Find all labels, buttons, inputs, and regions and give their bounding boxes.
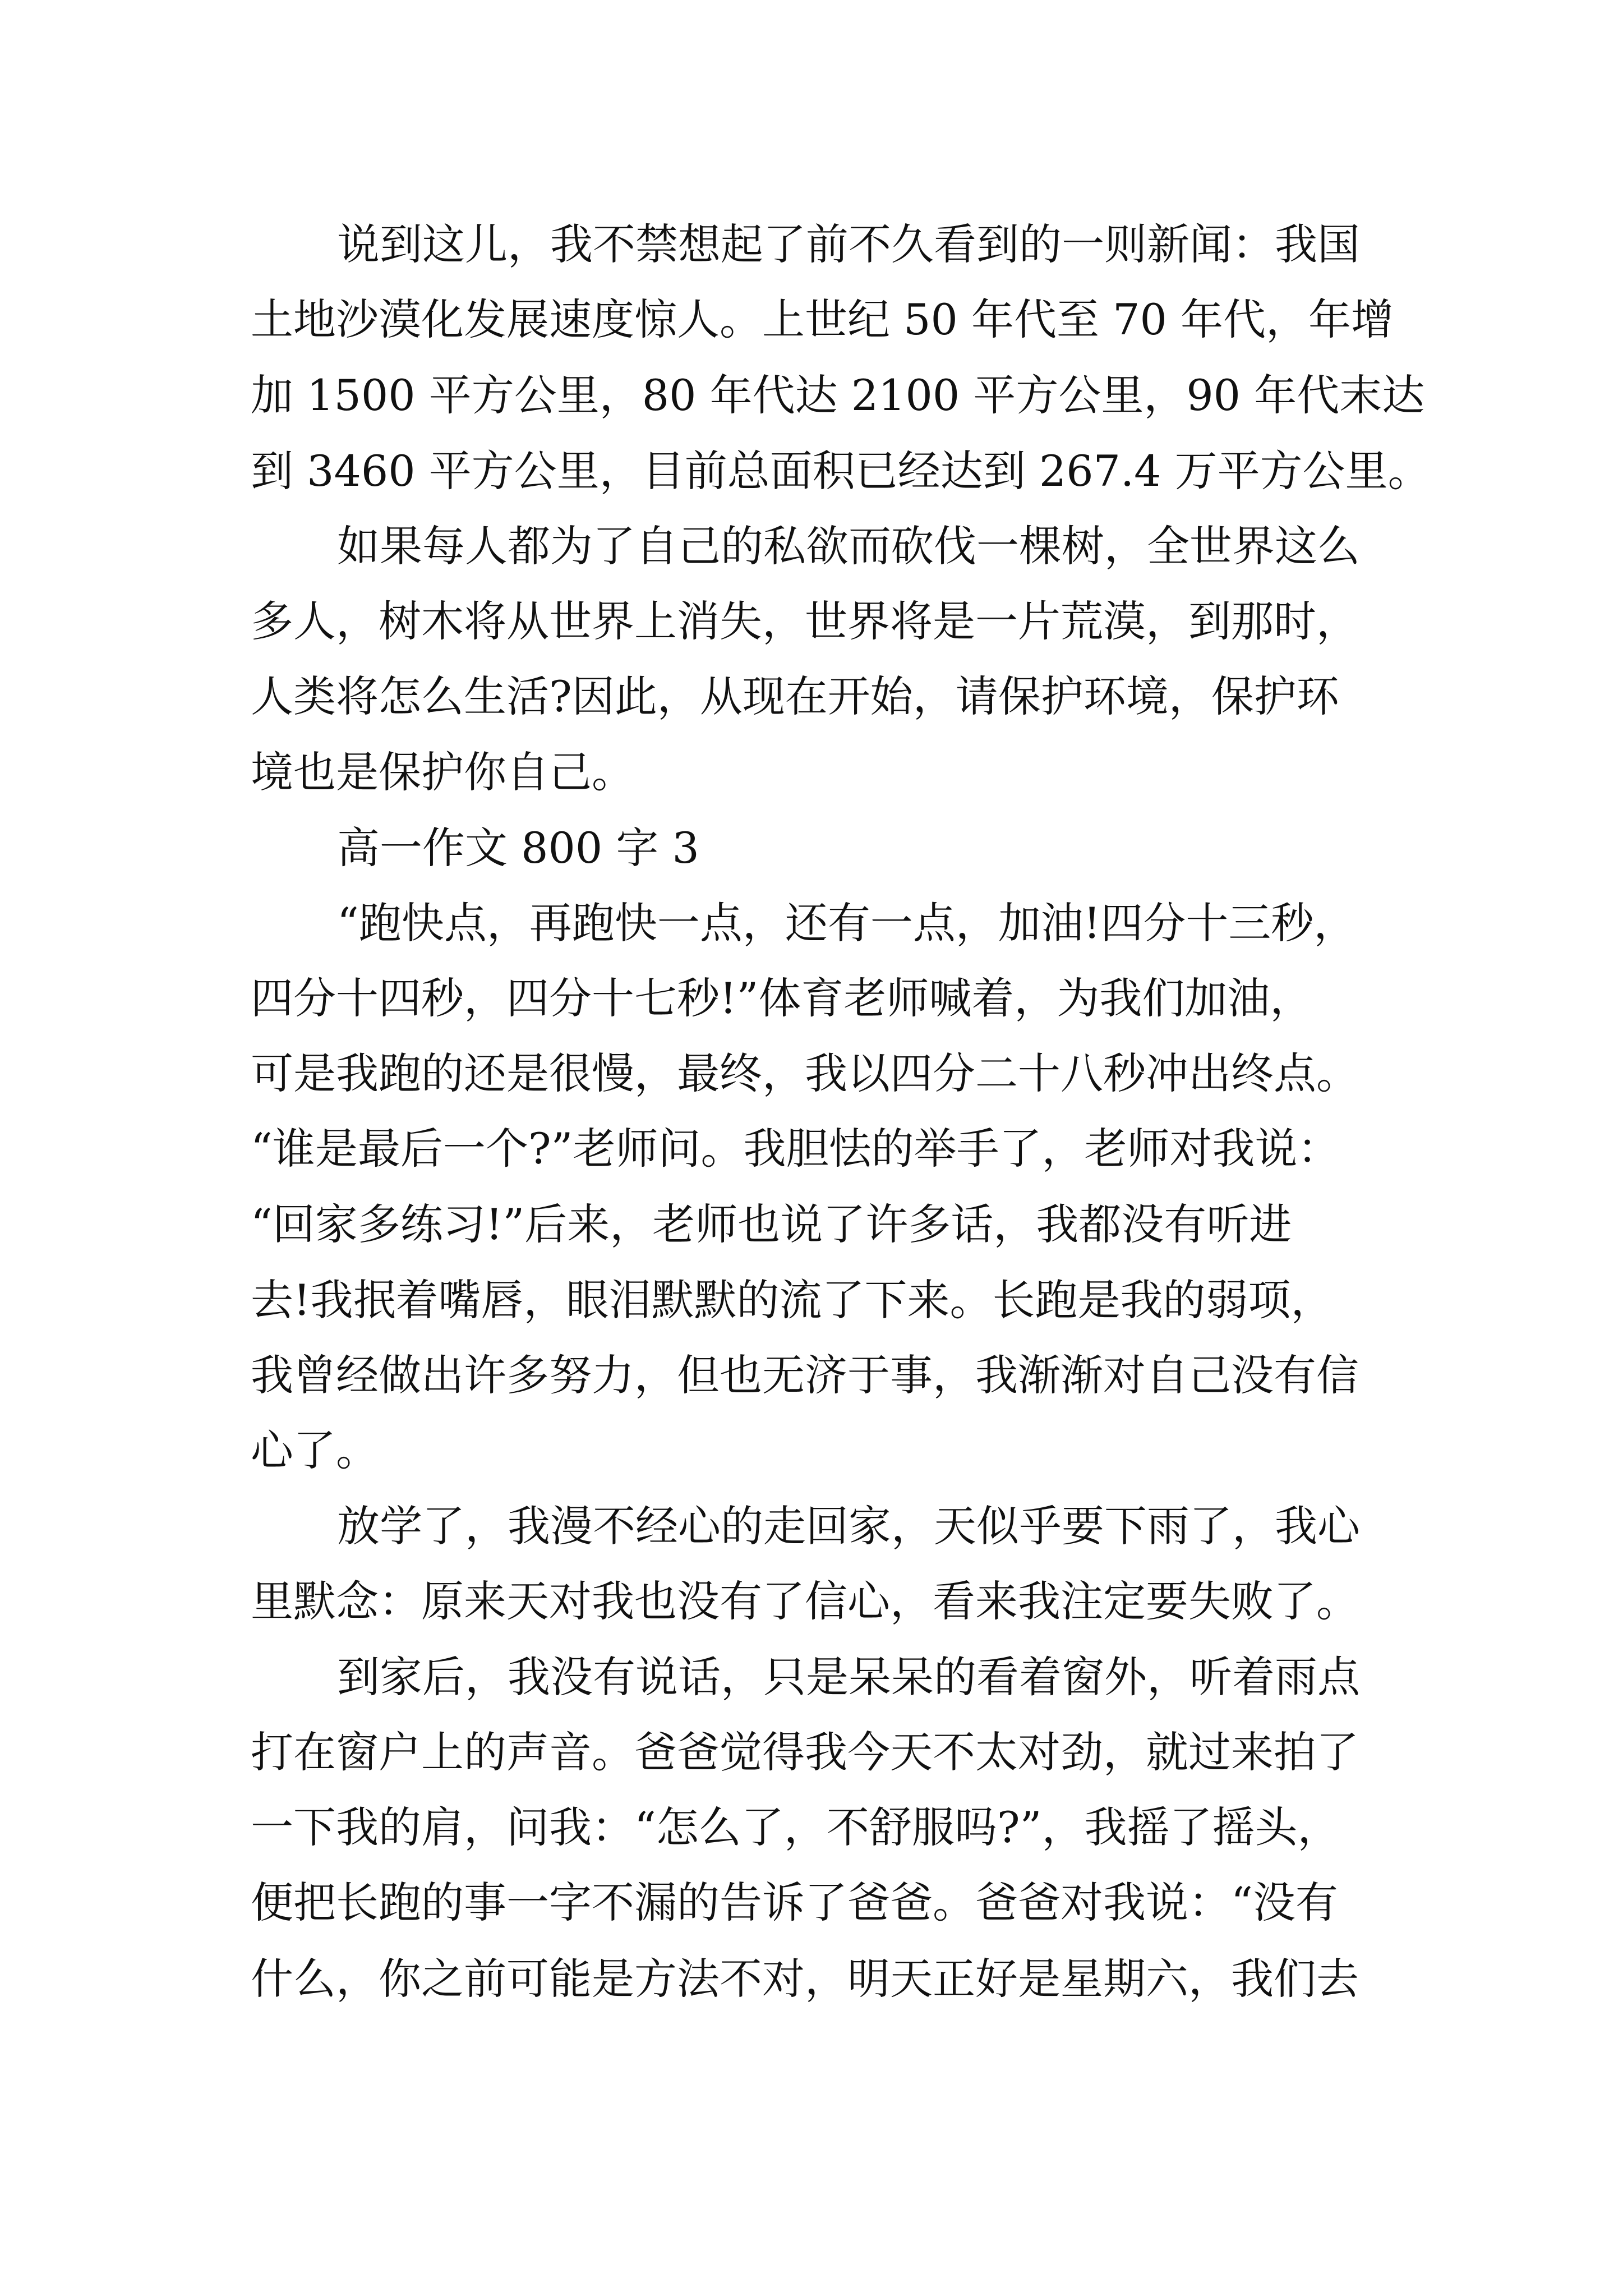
text-line: 如果每人都为了自己的私欲而砍伐一棵树，全世界这么: [337, 521, 1360, 571]
text-line: “谁是最后一个?”老师问。我胆怯的举手了，老师对我说：: [251, 1124, 1340, 1174]
text-line: 一下我的肩，问我：“怎么了，不舒服吗?”，我摇了摇头，: [251, 1802, 1340, 1852]
section-heading: 高一作文 800 字 3: [337, 823, 699, 873]
text-line: 到 3460 平方公里，目前总面积已经达到 267.4 万平方公里。: [251, 446, 1431, 496]
text-line: 放学了，我漫不经心的走回家，天似乎要下雨了，我心: [337, 1501, 1360, 1551]
text-line: 多人，树木将从世界上消失，世界将是一片荒漠，到那时，: [251, 596, 1359, 646]
text-line: 四分十四秒，四分十七秒!”体育老师喊着，为我们加油，: [251, 973, 1313, 1023]
text-line: 人类将怎么生活?因此，从现在开始，请保护环境，保护环: [251, 671, 1339, 721]
text-line: 我曾经做出许多努力，但也无济于事，我渐渐对自己没有信: [251, 1350, 1359, 1400]
text-line: 境也是保护你自己。: [251, 747, 634, 797]
text-line: 心了。: [251, 1425, 379, 1475]
text-line: 便把长跑的事一字不漏的告诉了爸爸。爸爸对我说：“没有: [251, 1878, 1338, 1927]
text-line: 打在窗户上的声音。爸爸觉得我今天不太对劲，就过来拍了: [251, 1727, 1359, 1777]
text-line: 土地沙漠化发展速度惊人。上世纪 50 年代至 70 年代，年增: [251, 295, 1394, 344]
text-line: “回家多练习!”后来，老师也说了许多话，我都没有听进: [251, 1199, 1292, 1249]
text-line: 可是我跑的还是很慢，最终，我以四分二十八秒冲出终点。: [251, 1048, 1359, 1098]
text-line: 什么，你之前可能是方法不对，明天正好是星期六，我们去: [251, 1954, 1359, 2004]
text-line: 说到这儿，我不禁想起了前不久看到的一则新闻：我国: [337, 219, 1360, 269]
text-line: 去!我抿着嘴唇，眼泪默默的流了下来。长跑是我的弱项，: [251, 1275, 1334, 1325]
text-line: 加 1500 平方公里，80 年代达 2100 平方公里，90 年代末达: [251, 370, 1425, 420]
text-line: 里默念：原来天对我也没有了信心，看来我注定要失败了。: [251, 1576, 1359, 1626]
text-line: 到家后，我没有说话，只是呆呆的看着窗外，听着雨点: [337, 1652, 1360, 1702]
text-line: “跑快点，再跑快一点，还有一点，加油!四分十三秒，: [337, 898, 1357, 948]
